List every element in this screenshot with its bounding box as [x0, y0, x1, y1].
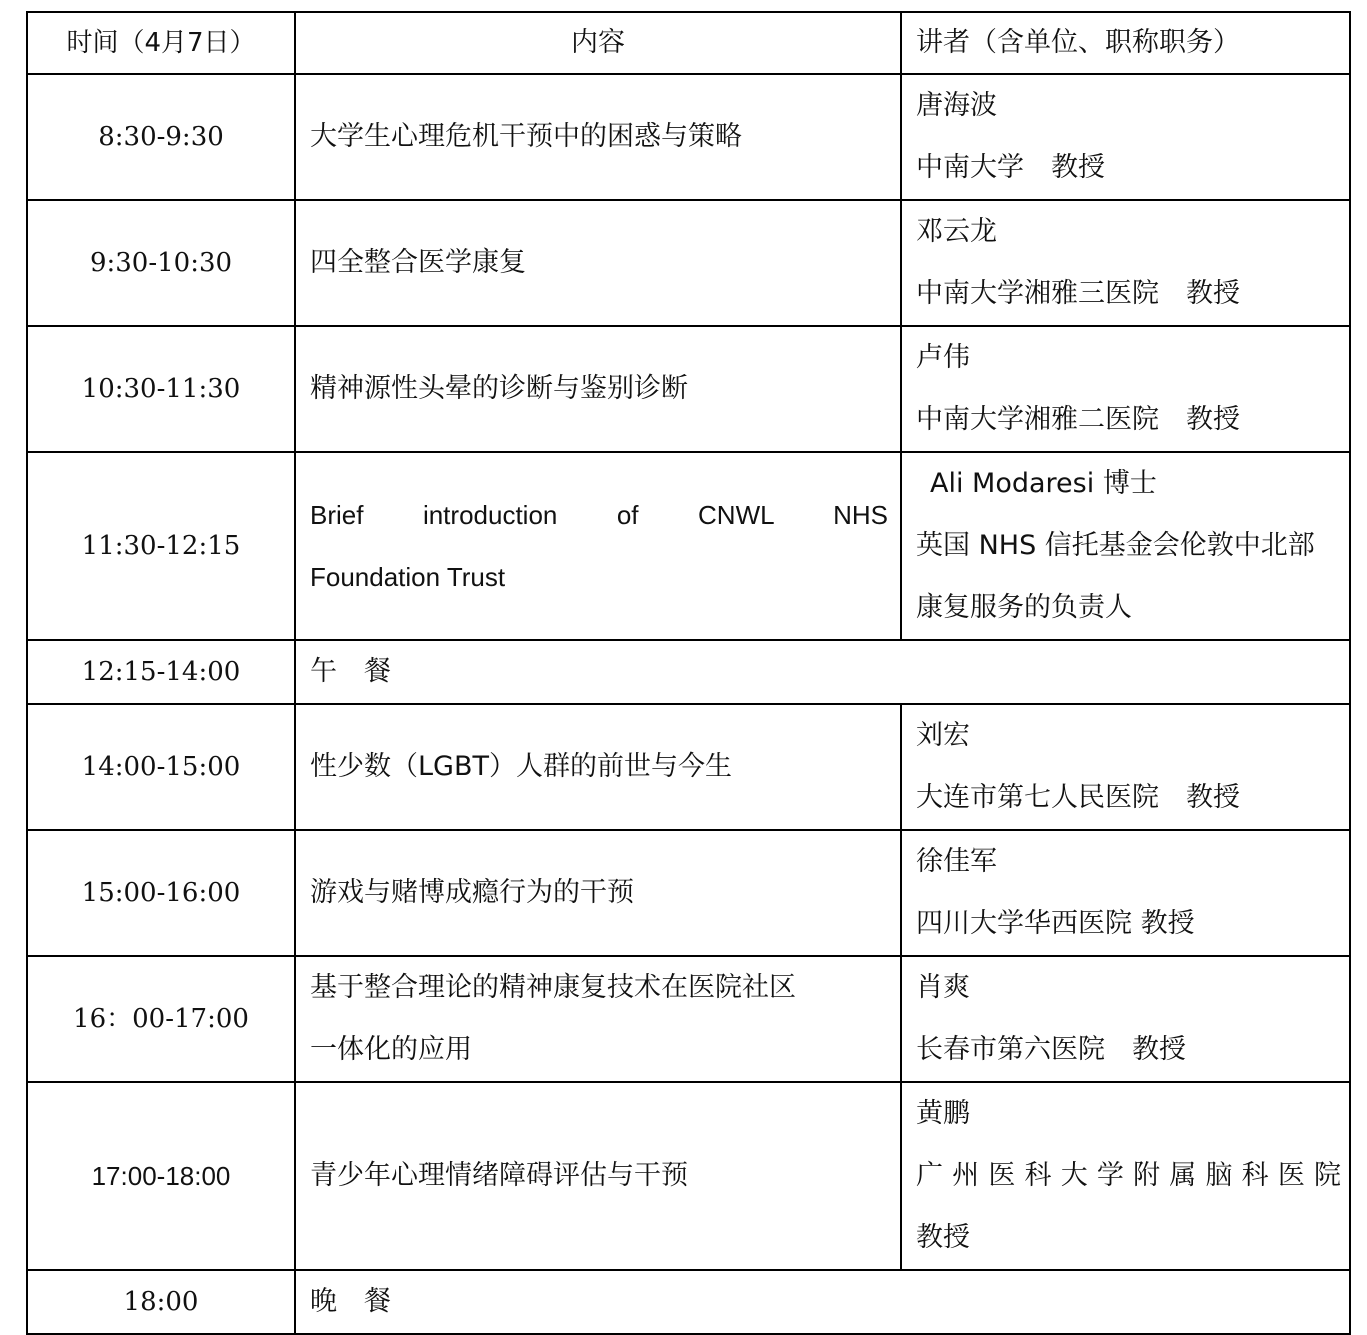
content-line: Foundation Trust — [310, 562, 506, 592]
time-cell: 12:15-14:00 — [27, 640, 295, 704]
speaker-cell — [901, 830, 1350, 956]
speaker-cell — [901, 704, 1350, 830]
speaker-name: 刘宏 — [916, 720, 970, 751]
speaker-name: 肖爽 — [916, 972, 970, 1003]
time-cell: 11:30-12:15 — [27, 452, 295, 640]
speaker-cell — [901, 1082, 1350, 1270]
speaker-name: Ali Modaresi 博士 — [930, 468, 1157, 499]
table-row — [27, 74, 1350, 200]
speaker-org: 中南大学湘雅三医院 教授 — [916, 278, 1240, 309]
time-cell: 14:00-15:00 — [27, 704, 295, 830]
time-cell: 8:30-9:30 — [27, 74, 295, 200]
speaker-cell — [901, 956, 1350, 1082]
time-cell: 15:00-16:00 — [27, 830, 295, 956]
speaker-name: 黄鹏 — [916, 1098, 970, 1129]
speaker-org: 康复服务的负责人 — [916, 592, 1132, 623]
speaker-name: 徐佳军 — [916, 846, 997, 877]
content-cell — [295, 956, 901, 1082]
content-cell: 晚 餐 — [295, 1270, 1350, 1334]
time-cell: 16：00-17:00 — [27, 956, 295, 1082]
header-row — [27, 12, 1350, 74]
header-content: 内容 — [295, 12, 901, 74]
speaker-org: 中南大学湘雅二医院 教授 — [916, 404, 1240, 435]
table-row — [27, 326, 1350, 452]
speaker-org: 长春市第六医院 教授 — [916, 1034, 1186, 1065]
speaker-name: 卢伟 — [916, 342, 970, 373]
header-speaker: 讲者（含单位、职称职务） — [901, 12, 1350, 74]
speaker-org: 教授 — [916, 1222, 970, 1253]
speaker-name: 邓云龙 — [916, 216, 997, 247]
speaker-cell — [901, 452, 1350, 640]
content-cell: 青少年心理情绪障碍评估与干预 — [295, 1082, 901, 1270]
time-cell: 9:30-10:30 — [27, 200, 295, 326]
time-cell: 10:30-11:30 — [27, 326, 295, 452]
speaker-org: 四川大学华西医院 教授 — [916, 908, 1195, 939]
content-cell: 游戏与赌博成瘾行为的干预 — [295, 830, 901, 956]
speaker-org: 广州医科大学附属脑科医院 — [916, 1160, 1341, 1191]
table-row — [27, 1082, 1350, 1270]
content-line: Brief introduction of CNWL NHS — [310, 500, 888, 530]
speaker-cell — [901, 200, 1350, 326]
content-cell: 午 餐 — [295, 640, 1350, 704]
table-row — [27, 640, 1350, 704]
content-cell: 大学生心理危机干预中的困惑与策略 — [295, 74, 901, 200]
content-cell: 性少数（LGBT）人群的前世与今生 — [295, 704, 901, 830]
speaker-name: 唐海波 — [916, 90, 997, 121]
content-line: 一体化的应用 — [310, 1034, 472, 1065]
table-row — [27, 956, 1350, 1082]
time-cell: 18:00 — [27, 1270, 295, 1334]
content-cell: 四全整合医学康复 — [295, 200, 901, 326]
content-cell — [295, 452, 901, 640]
speaker-org: 中南大学 教授 — [916, 152, 1105, 183]
speaker-cell — [901, 326, 1350, 452]
table-row — [27, 830, 1350, 956]
speaker-org: 英国 NHS 信托基金会伦敦中北部 — [916, 530, 1315, 561]
speaker-org: 大连市第七人民医院 教授 — [916, 782, 1240, 813]
time-cell: 17:00-18:00 — [27, 1082, 295, 1270]
speaker-cell — [901, 74, 1350, 200]
content-cell: 精神源性头晕的诊断与鉴别诊断 — [295, 326, 901, 452]
table-row — [27, 704, 1350, 830]
table-row — [27, 200, 1350, 326]
content-line: 基于整合理论的精神康复技术在医院社区 — [310, 972, 796, 1003]
table-row — [27, 452, 1350, 640]
table-row — [27, 1270, 1350, 1334]
schedule-table — [26, 11, 1351, 1335]
header-time: 时间（4月7日） — [27, 12, 295, 74]
